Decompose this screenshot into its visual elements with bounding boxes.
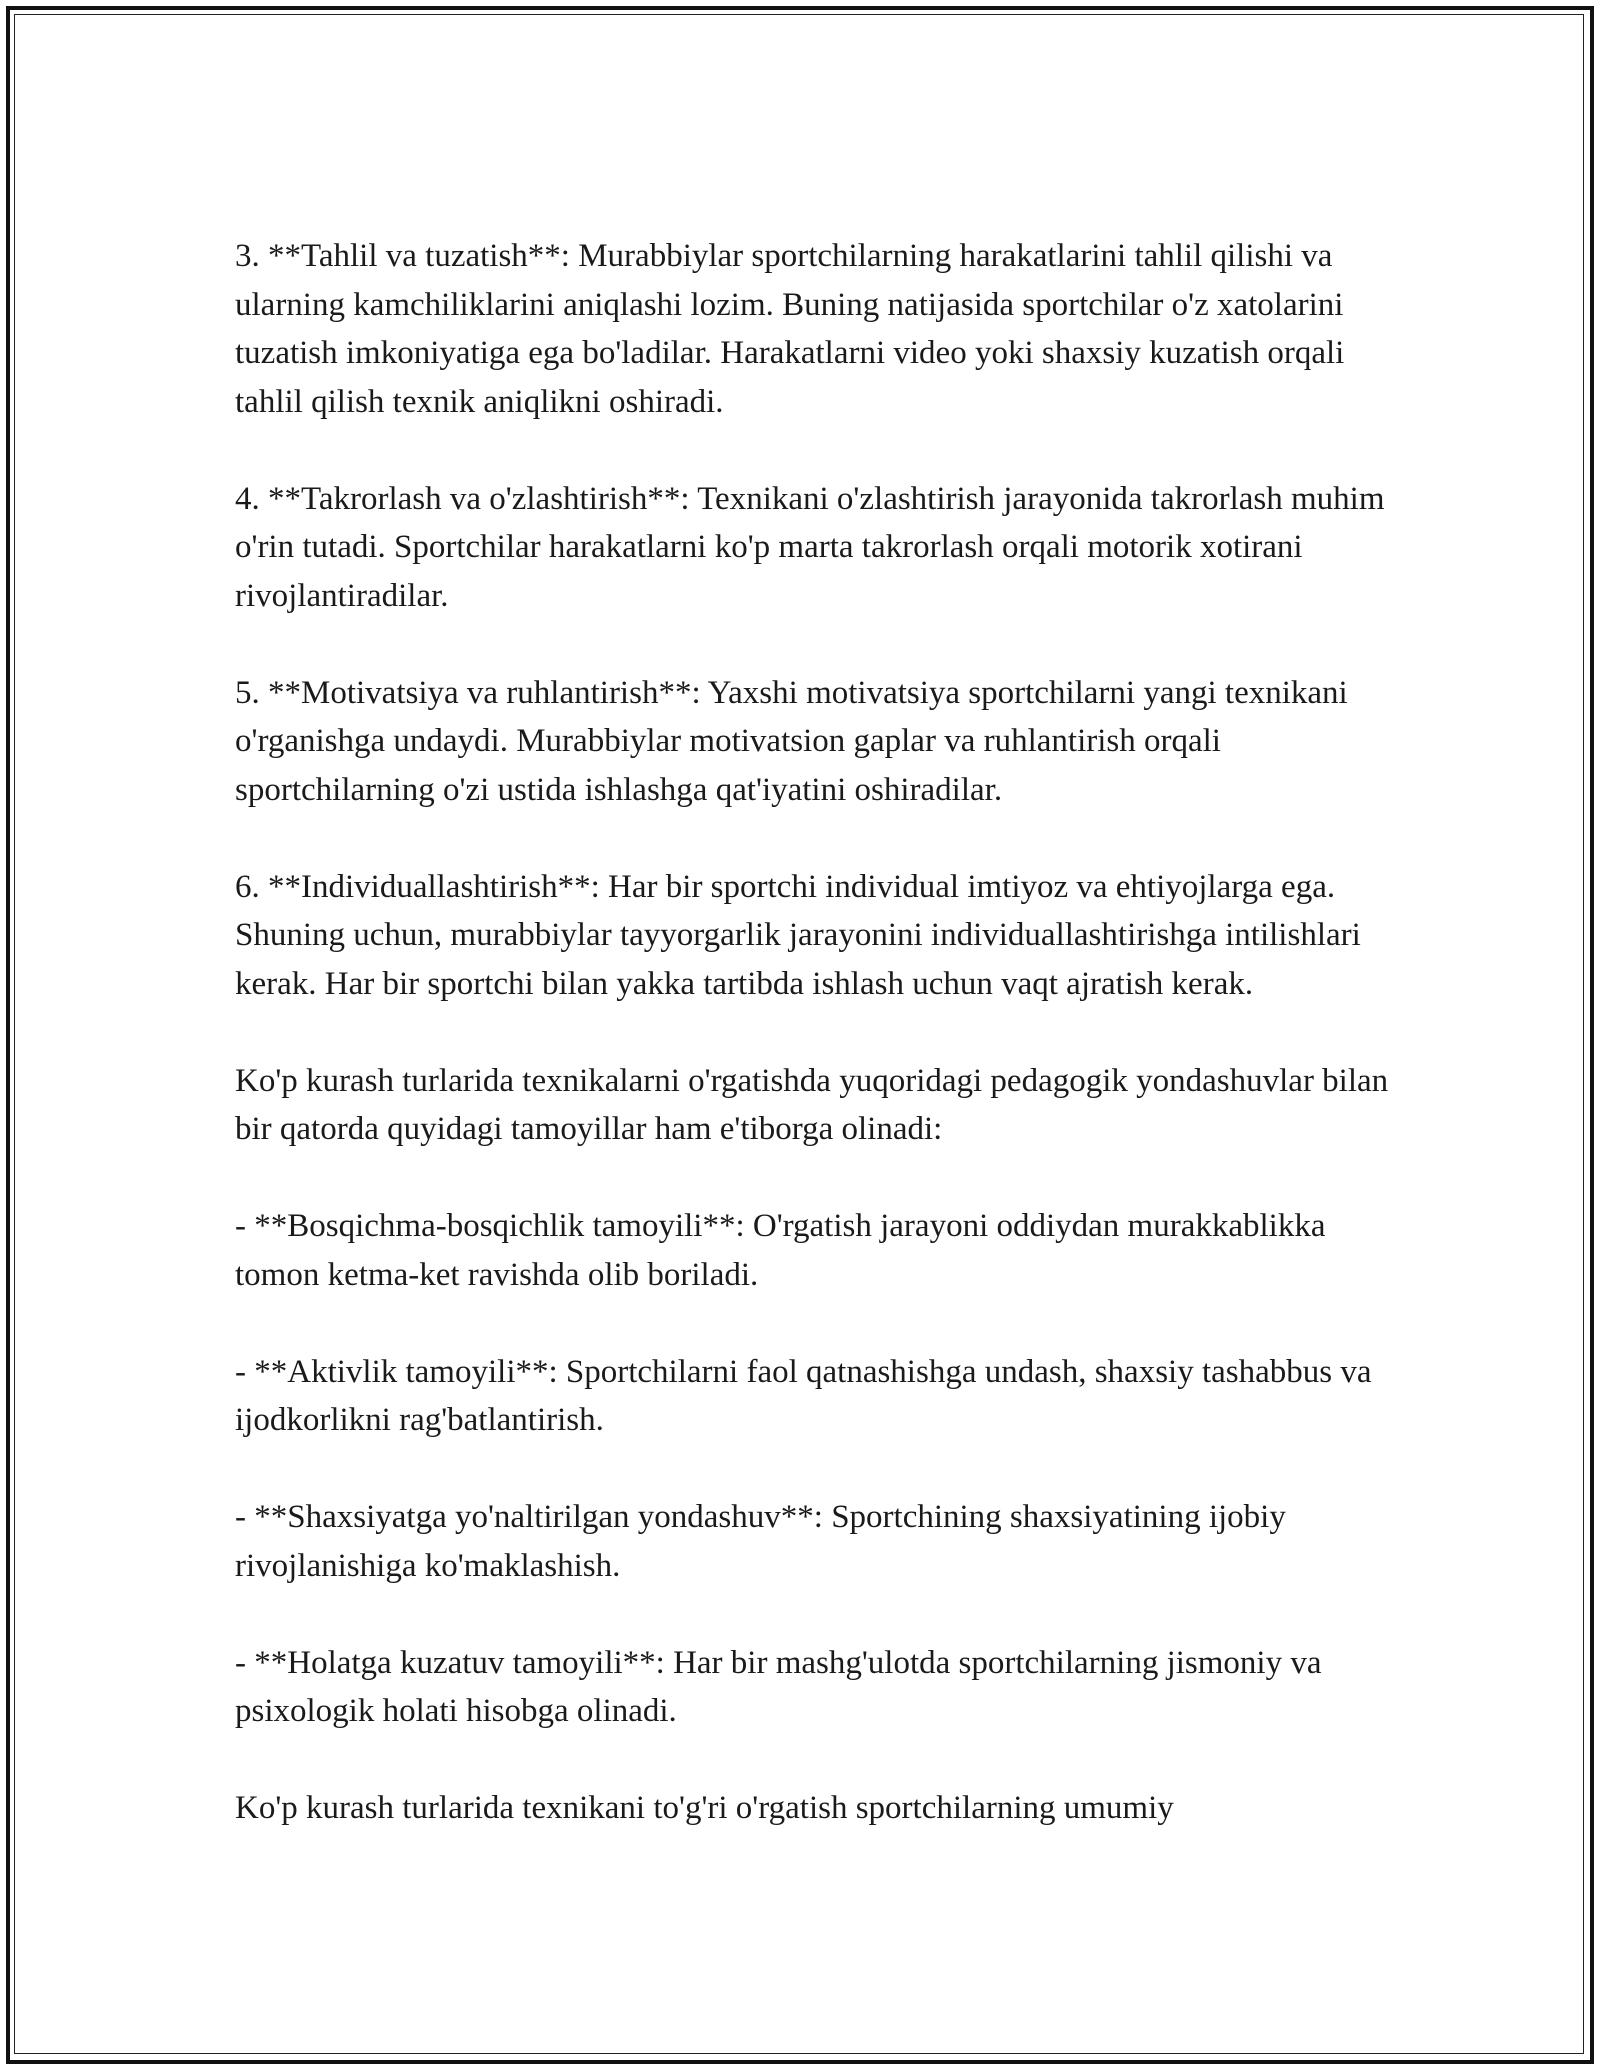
paragraph-motivatsiya: 5. **Motivatsiya va ruhlantirish**: Yaxshi motivatsiya sportchilarni yangi texnikani o'rganishga undaydi. Murabbiylar motivatsion gaplar va ruhlantirish orqali sportchilarning o'zi ustida ishlashga qat'iyatini oshiradilar. — [235, 674, 1348, 808]
paragraph-tahlil-va-tuzatish: 3. **Tahlil va tuzatish**: Murabbiylar sportchilarning harakatlarini tahlil qilishi va ularning kamchiliklarini aniqlashi lozim. Buning natijasida sportchilar o'z xatolarini tuzatish imkoniyatiga ega bo'ladilar. Harakatlarni video yoki shaxsiy kuzatish orqali tahlil qilish texnik aniqlikni oshiradi. — [235, 238, 1345, 420]
list-item-aktivlik: - **Aktivlik tamoyili**: Sportchilarni faol qatnashishga undash, shaxsiy tashabbus va ijodkorlikni rag'batlantirish. — [235, 1353, 1372, 1438]
list-item-holatga-kuzatuv: - **Holatga kuzatuv tamoyili**: Har bir mashg'ulotda sportchilarning jismoniy va psixologik holati hisobga olinadi. — [235, 1644, 1322, 1729]
document-body — [235, 232, 1395, 1833]
paragraph-conclusion-fragment: Ko'p kurash turlarida texnikani to'g'ri o'rgatish sportchilarning umumiy — [235, 1790, 1174, 1826]
paragraph-individuallashtirish: 6. **Individuallashtirish**: Har bir sportchi individual imtiyoz va ehtiyojlarga ega. Shuning uchun, murabbiylar tayyorgarlik jarayonini individuallashtirishga intilishlari kerak. Har bir sportchi bilan yakka tartibda ishlash uchun vaqt ajratish kerak. — [235, 868, 1361, 1002]
list-item-shaxsiyatga-yonaltirilgan: - **Shaxsiyatga yo'naltirilgan yondashuv**: Sportchining shaxsiyatining ijobiy rivojlanishiga ko'maklashish. — [235, 1499, 1286, 1584]
paragraph-takrorlash: 4. **Takrorlash va o'zlashtirish**: Texnikani o'zlashtirish jarayonida takrorlash muhim o'rin tutadi. Sportchilar harakatlarni ko'p marta takrorlash orqali motorik xotirani rivojlantiradilar. — [235, 480, 1385, 614]
list-item-bosqichma-bosqichlik: - **Bosqichma-bosqichlik tamoyili**: O'rgatish jarayoni oddiydan murakkablikka tomon ketma-ket ravishda olib boriladi. — [235, 1208, 1326, 1293]
paragraph-tamoyillar-intro: Ko'p kurash turlarida texnikalarni o'rgatishda yuqoridagi pedagogik yondashuvlar bilan bir qatorda quyidagi tamoyillar ham e'tiborga olinadi: — [235, 1062, 1389, 1147]
